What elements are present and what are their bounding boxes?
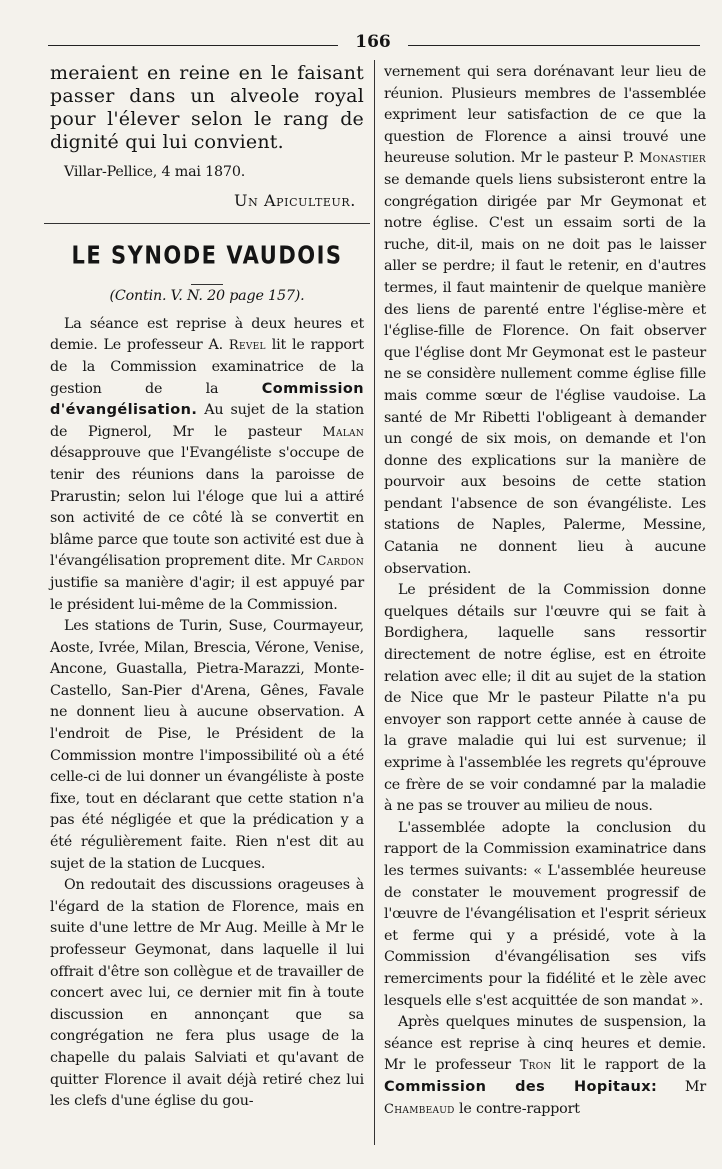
page-number: 166 (355, 32, 391, 52)
text-run: désapprouve que l'Evangéliste s'occupe de tenir des réunions dans la paroisse de Prarustin; selon lui l'éloge que lui a attiré son activité de ce côté là se convertit en blâme parce que toute son activité est due à l'évangélisation proprement dite. Mr (50, 445, 364, 570)
signature: Un Apiculteur. (234, 190, 356, 210)
text-run: Au sujet de la station de Pignerol, Mr le pasteur (50, 402, 364, 440)
dateline: Villar-Pellice, 4 mai 1870. (64, 164, 246, 180)
column-divider (374, 60, 375, 1145)
title-dash (50, 274, 364, 280)
continuation-text: meraient en reine en le faisant passer dans un alveole royal pour l'élever selon le rang de dignité qui lui convient. (50, 62, 364, 153)
person-name: Tron (519, 1058, 552, 1074)
text-run: vernement qui sera dorénavant leur lieu de réunion. Plusieurs membres de l'assemblée expriment leur satisfaction de ce que la question de Florence a ainsi trouvé une heureuse solution. Mr le pasteur P. (384, 64, 706, 167)
right-paragraph-1 (384, 62, 706, 580)
left-column (50, 62, 364, 1113)
page-header (48, 32, 700, 54)
text-run: Mr (657, 1078, 707, 1095)
header-rule-right (408, 45, 700, 46)
text-run: justifie sa manière d'agir; il est appuyé par le président lui-même de la Commission. (50, 574, 364, 613)
text-run: La séance est reprise à deux heures et demie. Le professeur A. (50, 315, 364, 354)
right-paragraph-4 (384, 1012, 706, 1120)
person-name: Chambeaud (384, 1101, 455, 1117)
left-paragraph-1 (50, 314, 364, 616)
person-name: Malan (322, 424, 364, 440)
person-name: Monastier (639, 151, 706, 167)
right-column (384, 62, 706, 1120)
left-paragraph-2: Les stations de Turin, Suse, Courmayeur, Aoste, Ivrée, Milan, Brescia, Vérone, Venise, Ancone, Guastalla, Pietra-Marazzi, Monte-Castello, San-Pier d'Arena, Gênes, Favale ne donnent lieu à aucune observation. A l'endroit de Pise, le Président de la Commission montre l'impossibilité où a été celle-ci de lui donner un évangéliste à poste fixe, tout en déclarant que cette station n'a pas été négligée et que la prédication y a été régulièrement faite. Rien n'est dit au sujet de la station de Lucques. (50, 618, 364, 872)
bold-heading: Commission des Hopitaux: (384, 1078, 658, 1095)
person-name: Cardon (316, 554, 364, 570)
text-run: se demande quels liens subsisteront entre la congrégation dirigée par Mr Geymonat et notre église. C'est un essaim sorti de la ruche, dit-il, mais on ne doit pas le laisser aller se perdre; il faut le retenir, en d'autres termes, il faut maintenir de quelque manière des liens de parenté entre l'église-mère et l'église-fille de Florence. On fait observer que l'église dont Mr Geymonat est le pasteur ne se considère nullement comme église fille mais comme sœur de l'église vaudoise. La santé de Mr Ribetti l'obligeant à demander un congé de six mois, on demande et l'on donne des explications sur la manière de pourvoir aux besoins de cette station pendant l'absence de son évangéliste. Les stations de Naples, Palerme, Messine, Catania ne donnent lieu à aucune observation. (384, 171, 706, 577)
bold-heading: Commission d'évangélisation. (50, 380, 364, 419)
article-title: LE SYNODE VAUDOIS (71, 240, 343, 270)
right-paragraph-3: L'assemblée adopte la conclusion du rapport de la Commission examinatrice dans les termes suivants: « L'assemblée heureuse de constater le mouvement progressif de l'œuvre de l'évangélisation et l'esprit sérieux et ferme qui y a présidé, vote à la Commission d'évangélisation ses vifs remerciments pour la fidélité et le zèle avec lesquels elle s'est acquittée de son mandat ». (384, 819, 706, 1009)
left-paragraph-3: On redoutait des discussions orageuses à l'égard de la station de Florence, mais en suite d'une lettre de Mr Aug. Meille à Mr le professeur Geymonat, dans laquelle il lui offrait d'être son collègue et de travailler de concert avec lui, ce dernier mit fin à toute discussion en annonçant que sa congrégation ne fera plus usage de la chapelle du palais Salviati et qu'avant de quitter Florence il avait déjà retiré chez lui les clefs d'une église du gou- (50, 877, 364, 1110)
text-run: Après quelques minutes de suspension, la séance est reprise à cinq heures et demie. Mr le professeur (384, 1014, 706, 1074)
text-run: le contre-rapport (454, 1100, 580, 1117)
continuation-note: (Contin. V. N. 20 page 157). (109, 288, 305, 305)
header-rule-left (48, 45, 338, 46)
text-run: lit le rapport de la (551, 1057, 706, 1074)
right-paragraph-2: Le président de la Commission donne quelques détails sur l'œuvre qui se fait à Bordighera, laquelle sans ressortir directement de notre église, est en étroite relation avec elle; il dit au sujet de la station de Nice que Mr le pasteur Pilatte n'a pu envoyer son rapport cette année à cause de la grave maladie qui lui est survenue; il exprime à l'assemblée les regrets qu'éprouve ce frère de se voir condamné par la maladie à ne pas se trouver au milieu de nous. (384, 582, 706, 815)
text-run: lit le rapport de la Commission examinatrice de la gestion de la (50, 337, 364, 397)
person-name: Revel (228, 338, 266, 354)
section-separator (44, 223, 370, 224)
